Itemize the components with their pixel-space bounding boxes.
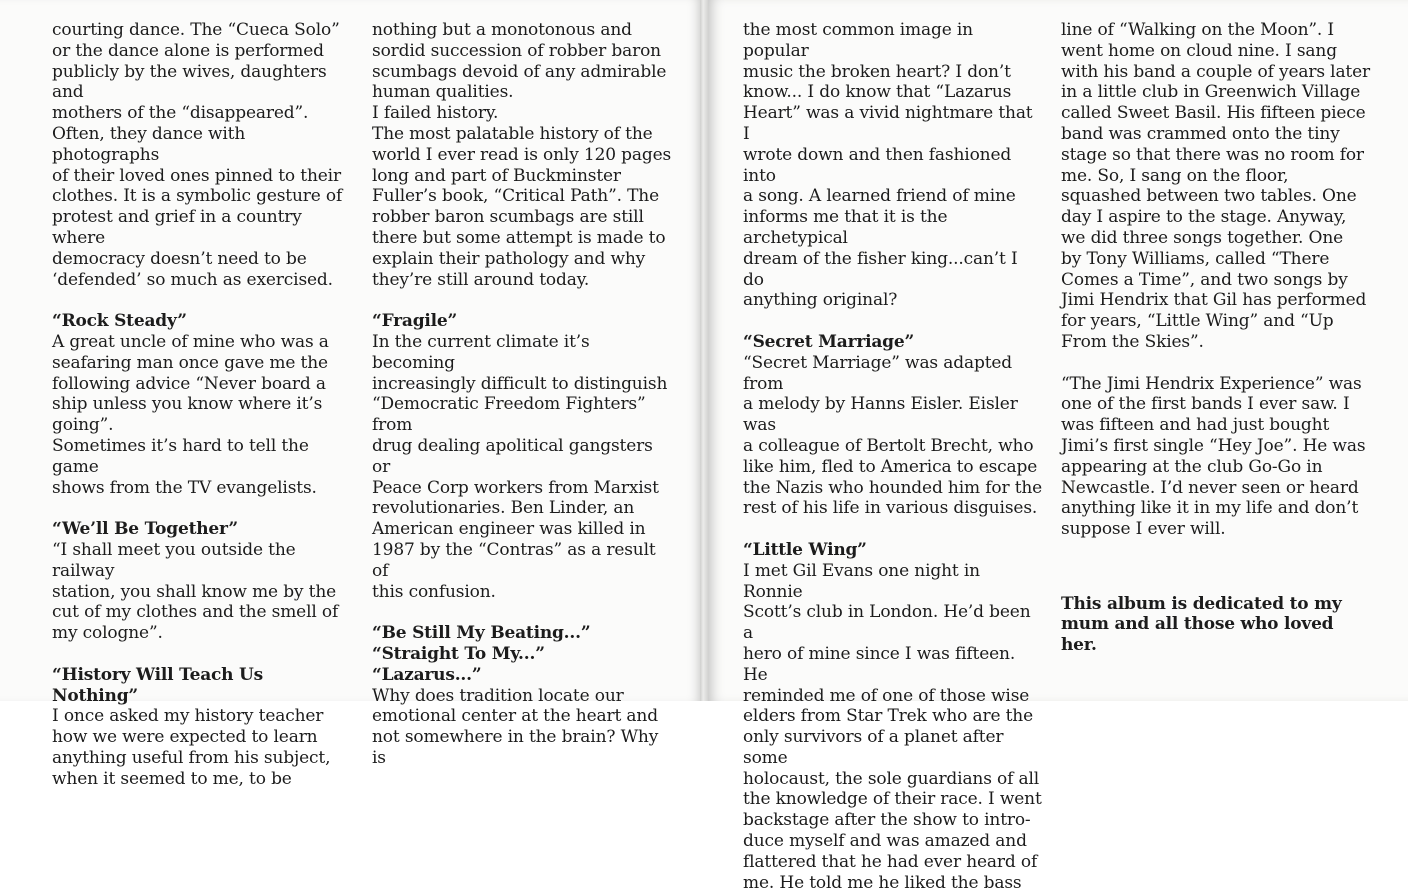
little-wing-paragraph: I met Gil Evans one night in Ronnie Scott’s club in London. He’d been a hero of mine since I was fifteen. He reminded me of one of those wise elders from Star Trek who are the only survivors of a planet after some holocaust, the sole guardians of all the knowledge of their race. I went backstage after the show to intro- duce myself and was amazed and flattered that he had ever heard of me. He told me he liked the bass <box>743 560 1042 893</box>
secret-marriage-paragraph: “Secret Marriage” was adapted from a melody by Hanns Eisler. Eisler was a colleague of Bertolt Brecht, who like him, fled to America to escape the Nazis who hounded him for the rest of his life in various disguises. <box>743 352 1043 519</box>
left-page-column-1 <box>52 20 352 789</box>
little-wing-heading: “Little Wing” <box>743 539 867 560</box>
heart-continued-paragraph: the most common image in popular music the broken heart? I don’t know... I do know that “Lazarus Heart” was a vivid nightmare that I wrote down and then fashioned into a song. A learned friend of mine informs me that it is the archetypical dream of the fisher king...can’t I do anything original? <box>743 20 1033 311</box>
fragile-paragraph: In the current climate it’s becoming increasingly difficult to distinguish “Democratic Freedom Fighters” from drug dealing apolitical gangsters or Peace Corp workers from Marxist revolutionaries. Ben Linder, an American engineer was killed in 1987 by the “Contras” as a result of this confusion. <box>372 331 668 602</box>
page-gutter <box>700 0 708 701</box>
history-continued-paragraph: nothing but a monotonous and sordid succession of robber baron scumbags devoid of any admirable human qualities. I failed history. The most palatable history of the world I ever read is only 120 pages long and part of Buckminster Fuller’s book, “Critical Path”. The robber baron scumbags are still there but some attempt is made to explain their pathology and why they’re still around today. <box>372 20 672 290</box>
be-still-heading: “Be Still My Beating...” <box>372 623 591 644</box>
well-be-together-heading: “We’ll Be Together” <box>52 519 238 540</box>
rock-steady-heading: “Rock Steady” <box>52 311 187 332</box>
rock-steady-paragraph: A great uncle of mine who was a seafaring man once gave me the following advice “Never board a ship unless you know where it’s going”. Sometimes it’s hard to tell the game shows from the TV evangelists. <box>52 331 329 498</box>
right-page-column-1 <box>743 20 1043 893</box>
history-paragraph: I once asked my history teacher how we were expected to learn anything useful from his subject, when it seemed to me, to be <box>52 706 331 789</box>
lazarus-heading: “Lazarus...” <box>372 664 482 685</box>
history-heading: “History Will Teach Us Nothing” <box>52 664 264 706</box>
left-page-column-2 <box>372 20 672 769</box>
cueca-solo-paragraph: courting dance. The “Cueca Solo” or the dance alone is performed publicly by the wives, daughters and mothers of the “disappeared”. Often, they dance with photographs of their loved ones pinned to their clothes. It is a symbolic gesture of protest and grief in a country where democracy doesn’t need to be ‘defended’ so much as exercised. <box>52 20 343 290</box>
heart-paragraph: Why does tradition locate our emotional center at the heart and not somewhere in the brain? Why is <box>372 685 659 768</box>
straight-to-my-heading: “Straight To My...” <box>372 643 545 664</box>
right-page-column-2 <box>1061 20 1371 656</box>
secret-marriage-heading: “Secret Marriage” <box>743 331 915 352</box>
fragile-heading: “Fragile” <box>372 311 458 332</box>
well-be-together-paragraph: “I shall meet you outside the railway station, you shall know me by the cut of my clothes and the smell of my cologne”. <box>52 539 339 644</box>
dedication: This album is dedicated to my mum and all those who loved her. <box>1061 593 1342 656</box>
little-wing-continued-paragraph: line of “Walking on the Moon”. I went home on cloud nine. I sang with his band a couple of years later in a little club in Greenwich Village called Sweet Basil. His fifteen piece band was crammed onto the tiny stage so that there was no room for me. So, I sang on the floor, squashed between two tables. One day I aspire to the stage. Anyway, we did three songs together. One by Tony Williams, called “There Comes a Time”, and two songs by Jimi Hendrix that Gil has performed for years, “Little Wing” and “Up From the Skies”. <box>1061 20 1370 352</box>
hendrix-paragraph: “The Jimi Hendrix Experience” was one of the first bands I ever saw. I was fifteen and had just bought Jimi’s first single “Hey Joe”. He was appearing at the club Go-Go in Newcastle. I’d never seen or heard anything like it in my life and don’t suppose I ever will. <box>1061 373 1366 540</box>
